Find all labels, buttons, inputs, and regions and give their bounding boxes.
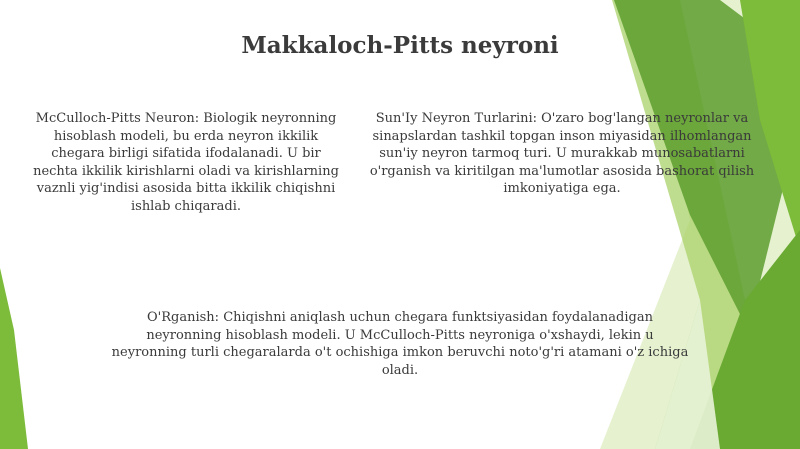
paragraph-mcculloch-pitts: McCulloch-Pitts Neuron: Biologik neyronning hisoblash modeli, bu erda neyron ikkilik chegara birligi sifatida ifodalanadi. U bir nechta ikkilik kirishlarni oladi va kirishlarning vaznli yig'indisi asosida bitta ikkilik chiqishni ishlab chiqaradi. <box>33 111 339 214</box>
left-green-shape <box>0 268 28 449</box>
slide-title: Makkaloch-Pitts neyroni <box>241 32 559 59</box>
paragraph-learning: O'Rganish: Chiqishni aniqlash uchun chegara funktsiyasidan foydalanadigan neyronning hisoblash modeli. U McCulloch-Pitts neyroniga o'xshaydi, lekin u neyronning turli chegaralarda o't ochishiga imkon beruvchi noto'g'ri atamani o'z ichiga oladi. <box>111 310 689 378</box>
paragraph-artificial-neuron-types: Sun'Iy Neyron Turlarini: O'zaro bog'langan neyronlar va sinapslardan tashkil topgan inson miyasidan ilhomlangan sun'iy neyron tarmoq turi. U murakkab munosabatlarni o'rganish va kiritilgan ma'lumotlar asosida bashorat qilish imkoniyatiga ega. <box>369 111 755 196</box>
